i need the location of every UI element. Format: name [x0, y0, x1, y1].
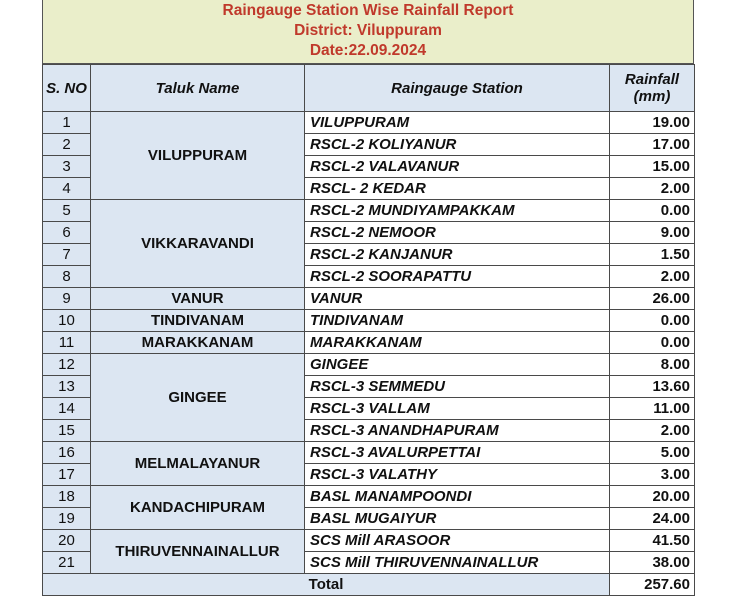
taluk-cell: VANUR	[91, 288, 305, 310]
total-label: Total	[43, 574, 610, 596]
table-row	[43, 332, 695, 354]
report-date: Date:22.09.2024	[309, 42, 427, 59]
sno-cell: 2	[43, 134, 91, 156]
table-header-row	[43, 65, 695, 112]
table-row	[43, 530, 695, 552]
rainfall-cell: 0.00	[610, 310, 695, 332]
sno-cell: 8	[43, 266, 91, 288]
table-row	[43, 288, 695, 310]
rainfall-cell: 20.00	[610, 486, 695, 508]
station-cell: RSCL-2 VALAVANUR	[305, 156, 610, 178]
rainfall-cell: 11.00	[610, 398, 695, 420]
station-cell: SCS Mill ARASOOR	[305, 530, 610, 552]
table-row	[43, 486, 695, 508]
rainfall-cell: 2.00	[610, 178, 695, 200]
sno-cell: 7	[43, 244, 91, 266]
sno-cell: 11	[43, 332, 91, 354]
taluk-cell: THIRUVENNAINALLUR	[91, 530, 305, 574]
station-cell: TINDIVANAM	[305, 310, 610, 332]
station-cell: RSCL-2 SOORAPATTU	[305, 266, 610, 288]
sno-cell: 14	[43, 398, 91, 420]
station-cell: RSCL- 2 KEDAR	[305, 178, 610, 200]
rainfall-cell: 38.00	[610, 552, 695, 574]
taluk-cell: KANDACHIPURAM	[91, 486, 305, 530]
report-title: Raingauge Station Wise Rainfall Report	[222, 2, 514, 19]
rainfall-header-line1: Rainfall	[624, 71, 680, 88]
table-row	[43, 200, 695, 222]
sno-cell: 3	[43, 156, 91, 178]
column-header-sno: S. NO	[43, 65, 91, 112]
sno-cell: 6	[43, 222, 91, 244]
station-cell: MARAKKANAM	[305, 332, 610, 354]
station-cell: RSCL-3 ANANDHAPURAM	[305, 420, 610, 442]
column-header-station: Raingauge Station	[305, 65, 610, 112]
sno-cell: 12	[43, 354, 91, 376]
rainfall-cell: 2.00	[610, 266, 695, 288]
table-body	[43, 112, 695, 574]
total-value: 257.60	[610, 574, 695, 596]
station-cell: BASL MUGAIYUR	[305, 508, 610, 530]
rainfall-cell: 5.00	[610, 442, 695, 464]
station-cell: RSCL-2 KANJANUR	[305, 244, 610, 266]
sno-cell: 5	[43, 200, 91, 222]
rainfall-cell: 19.00	[610, 112, 695, 134]
rainfall-cell: 24.00	[610, 508, 695, 530]
sno-cell: 18	[43, 486, 91, 508]
sno-cell: 16	[43, 442, 91, 464]
rainfall-cell: 0.00	[610, 332, 695, 354]
column-header-rainfall	[610, 65, 695, 112]
taluk-cell: TINDIVANAM	[91, 310, 305, 332]
report-header	[42, 0, 694, 64]
station-cell: RSCL-3 AVALURPETTAI	[305, 442, 610, 464]
station-cell: RSCL-3 VALATHY	[305, 464, 610, 486]
station-cell: GINGEE	[305, 354, 610, 376]
station-cell: RSCL-2 KOLIYANUR	[305, 134, 610, 156]
station-cell: RSCL-3 SEMMEDU	[305, 376, 610, 398]
rainfall-cell: 8.00	[610, 354, 695, 376]
table-row	[43, 310, 695, 332]
column-header-taluk: Taluk Name	[91, 65, 305, 112]
station-cell: VANUR	[305, 288, 610, 310]
sno-cell: 13	[43, 376, 91, 398]
station-cell: RSCL-3 VALLAM	[305, 398, 610, 420]
report	[42, 0, 694, 596]
station-cell: RSCL-2 NEMOOR	[305, 222, 610, 244]
rainfall-cell: 26.00	[610, 288, 695, 310]
sno-cell: 21	[43, 552, 91, 574]
sno-cell: 1	[43, 112, 91, 134]
table-row	[43, 112, 695, 134]
taluk-cell: VILUPPURAM	[91, 112, 305, 200]
rainfall-cell: 15.00	[610, 156, 695, 178]
sno-cell: 19	[43, 508, 91, 530]
table-row	[43, 442, 695, 464]
rainfall-cell: 2.00	[610, 420, 695, 442]
rainfall-header-line2: (mm)	[633, 88, 671, 105]
rainfall-cell: 0.00	[610, 200, 695, 222]
rainfall-cell: 17.00	[610, 134, 695, 156]
taluk-cell: MARAKKANAM	[91, 332, 305, 354]
rainfall-table	[42, 64, 695, 596]
rainfall-cell: 3.00	[610, 464, 695, 486]
sno-cell: 4	[43, 178, 91, 200]
station-cell: SCS Mill THIRUVENNAINALLUR	[305, 552, 610, 574]
table-row	[43, 354, 695, 376]
rainfall-cell: 13.60	[610, 376, 695, 398]
rainfall-cell: 1.50	[610, 244, 695, 266]
station-cell: VILUPPURAM	[305, 112, 610, 134]
taluk-cell: VIKKARAVANDI	[91, 200, 305, 288]
rainfall-cell: 9.00	[610, 222, 695, 244]
station-cell: RSCL-2 MUNDIYAMPAKKAM	[305, 200, 610, 222]
taluk-cell: MELMALAYANUR	[91, 442, 305, 486]
station-cell: BASL MANAMPOONDI	[305, 486, 610, 508]
sno-cell: 17	[43, 464, 91, 486]
sno-cell: 20	[43, 530, 91, 552]
sno-cell: 10	[43, 310, 91, 332]
taluk-cell: GINGEE	[91, 354, 305, 442]
sno-cell: 9	[43, 288, 91, 310]
total-row	[43, 574, 695, 596]
district-label: District: Viluppuram	[294, 22, 442, 39]
rainfall-cell: 41.50	[610, 530, 695, 552]
sno-cell: 15	[43, 420, 91, 442]
